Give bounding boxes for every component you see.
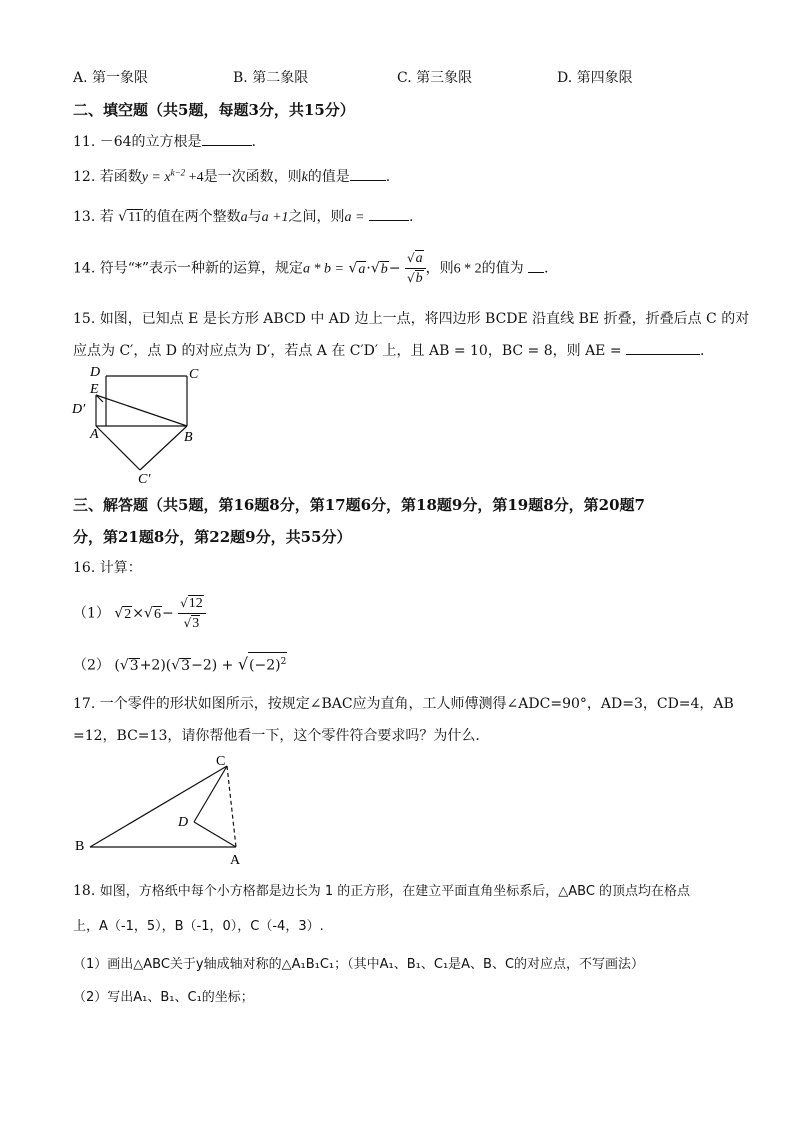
radicand: 3 <box>181 657 191 674</box>
question-18-line-1 <box>73 880 690 899</box>
answer-blank[interactable] <box>528 258 544 273</box>
question-11 <box>73 131 256 151</box>
answer-blank[interactable] <box>369 206 409 221</box>
label-d: D <box>178 815 189 830</box>
label-a: A <box>230 853 241 868</box>
radicand: (−2) <box>249 657 281 674</box>
choice-letter: D. <box>557 70 573 86</box>
question-text: 与 <box>247 209 262 225</box>
section-2-title: 二、填空题（共5题，每题3分，共15分） <box>73 101 355 119</box>
question-text: 的值在两个整数 <box>142 209 241 225</box>
label-d-prime: D′ <box>72 402 86 417</box>
denominator: b <box>415 271 423 286</box>
choice-letter: C. <box>397 70 412 86</box>
label-a: A <box>90 427 99 442</box>
question-18-part-2: （2）写出A₁、B₁、C₁的坐标； <box>73 990 254 1005</box>
answer-blank[interactable] <box>202 131 252 146</box>
expression: a = <box>344 210 365 225</box>
question-number: 17. <box>73 696 96 712</box>
question-17-line-1 <box>73 693 734 713</box>
question-text: . <box>385 169 391 185</box>
question-number: 14. <box>73 260 96 277</box>
question-text: －64的立方根是 <box>99 134 202 150</box>
choice-text: 第二象限 <box>252 70 309 86</box>
label-c-prime: C′ <box>138 472 151 487</box>
exponent: k−2 <box>170 167 186 178</box>
question-15-line-1 <box>73 308 749 328</box>
operator: −2) + <box>191 657 234 674</box>
variable: k <box>301 170 308 185</box>
formula: +4 <box>185 170 204 185</box>
question-12 <box>73 166 390 186</box>
question-number: 15. <box>73 311 96 327</box>
expression: a * b = <box>303 261 344 277</box>
label-e: E <box>90 382 99 397</box>
fraction: $\frac{√a}{√b}$ <box>405 249 426 288</box>
question-number: 18. <box>73 883 96 899</box>
choice-c <box>397 67 472 87</box>
question-text: 如图，方格纸中每个小方格都是边长为 1 的正方形，在建立平面直角坐标系后，△ABC 的顶点均在格点 <box>99 884 691 899</box>
operator: · <box>366 260 371 277</box>
operator: × <box>132 605 145 622</box>
question-13: 13. 若 √11的值在两个整数a与a +1之间，则a = . <box>73 206 413 226</box>
section-3-title-line-1: 三、解答题（共5题，第16题8分，第17题6分，第18题9分，第19题8分，第20题7 <box>73 496 645 514</box>
question-text: 若函数 <box>99 169 142 185</box>
variable: a <box>240 210 248 225</box>
expression: a +1 <box>261 210 289 225</box>
question-18-line-2: 上，A（-1，5），B（-1，0），C（-4，3）. <box>73 919 324 934</box>
operator: +2)( <box>139 657 172 674</box>
question-15-line-2 <box>73 340 704 360</box>
question-text: 符号“*”表示一种新的运算，规定 <box>99 260 304 277</box>
answer-blank[interactable] <box>626 340 700 355</box>
operator: ( <box>114 657 120 674</box>
question-text: 应点为 C′，点 D 的对应点为 D′，若点 A 在 C′D′ 上，且 AB = 10，BC = 8，则 AE = <box>73 343 622 359</box>
radicand: a <box>358 261 366 277</box>
label-b: B <box>184 430 193 445</box>
question-18-part-1: （1）画出△ABC关于y轴成轴对称的△A₁B₁C₁；（其中A₁、B₁、C₁是A、B、C的对应点，不写画法） <box>73 957 645 972</box>
choice-text: 第三象限 <box>416 70 473 86</box>
label-d: D <box>90 365 101 380</box>
question-number: 11. <box>73 134 96 150</box>
question-text: 一个零件的形状如图所示，按规定∠BAC应为直角，工人师傅测得∠ADC=90°，AD=3，CD=4，AB <box>99 696 734 712</box>
choice-b <box>233 67 308 87</box>
question-16 <box>73 557 142 577</box>
question-text: . <box>700 343 705 359</box>
question-text: 的值是 <box>307 169 350 185</box>
denominator: 3 <box>192 616 200 631</box>
radicand: b <box>380 261 388 277</box>
segment-ac <box>96 426 140 470</box>
numerator: a <box>415 251 423 266</box>
part-label: （2） <box>73 657 110 674</box>
question-text: =12，BC=13，请你帮他看一下，这个零件符合要求吗？为什么. <box>73 728 480 744</box>
choice-d <box>557 67 633 87</box>
choice-text: 第四象限 <box>576 70 633 86</box>
answer-blank[interactable] <box>350 166 386 181</box>
question-text: . <box>544 260 549 277</box>
question-text: ，则 <box>425 260 454 277</box>
label-b: B <box>75 839 85 854</box>
question-16-part-2: （2） $(√3+2)(√3-2) + √(-2)^2$ <box>73 652 287 675</box>
question-16-part-1: （1） √2×√6− $\frac{√12}{√3}$ <box>73 594 206 633</box>
question-text: . <box>251 134 256 150</box>
radicand: 6 <box>153 606 161 622</box>
question-text: 计算： <box>99 560 142 576</box>
label-c: C <box>216 754 226 769</box>
operator: − <box>388 260 401 277</box>
radicand: 3 <box>129 657 139 674</box>
radicand: 2 <box>124 606 132 622</box>
question-number: 12. <box>73 169 96 185</box>
question-14: 14. 符号“*”表示一种新的运算，规定a * b = √a·√b− $\frac{√a}{√b}$ ，则6 * 2的值为 . <box>73 251 549 286</box>
question-text: . <box>408 209 414 225</box>
part-label: （1） <box>73 605 110 622</box>
section-3-title-line-2: 分，第21题8分，第22题9分，共55分） <box>73 528 352 546</box>
question-text: 如图，已知点 E 是长方形 ABCD 中 AD 边上一点，将四边形 BCDE 沿直线 BE 折叠，折叠后点 C 的对 <box>99 311 750 327</box>
part-figure <box>70 750 260 870</box>
fold-line-eb <box>96 395 187 426</box>
segment-bc <box>140 426 187 470</box>
choice-letter: A. <box>73 70 88 86</box>
question-text: 是一次函数，则 <box>203 169 302 185</box>
radicand: 11 <box>128 210 142 225</box>
question-number: 13. <box>73 209 96 225</box>
exponent: 2 <box>280 657 287 667</box>
question-number: 16. <box>73 560 96 576</box>
choice-text: 第一象限 <box>92 70 149 86</box>
numerator: 12 <box>188 596 203 611</box>
fold-figure <box>66 362 212 488</box>
question-text: 的值为 <box>481 260 524 277</box>
side-cd <box>194 766 227 822</box>
operator: − <box>161 605 174 622</box>
question-17-line-2 <box>73 725 480 745</box>
question-text: 若 <box>99 209 114 225</box>
question-text: 之间，则 <box>288 209 345 225</box>
choice-letter: B. <box>233 70 248 86</box>
side-da <box>194 822 236 847</box>
choice-a <box>73 67 148 87</box>
label-c: C <box>189 367 199 382</box>
expression: 6 * 2 <box>453 261 482 277</box>
dashed-ca <box>227 766 236 847</box>
fraction: $\frac{√12}{√3}$ <box>178 594 206 633</box>
formula: y = x <box>141 170 171 185</box>
side-bc <box>90 766 227 847</box>
